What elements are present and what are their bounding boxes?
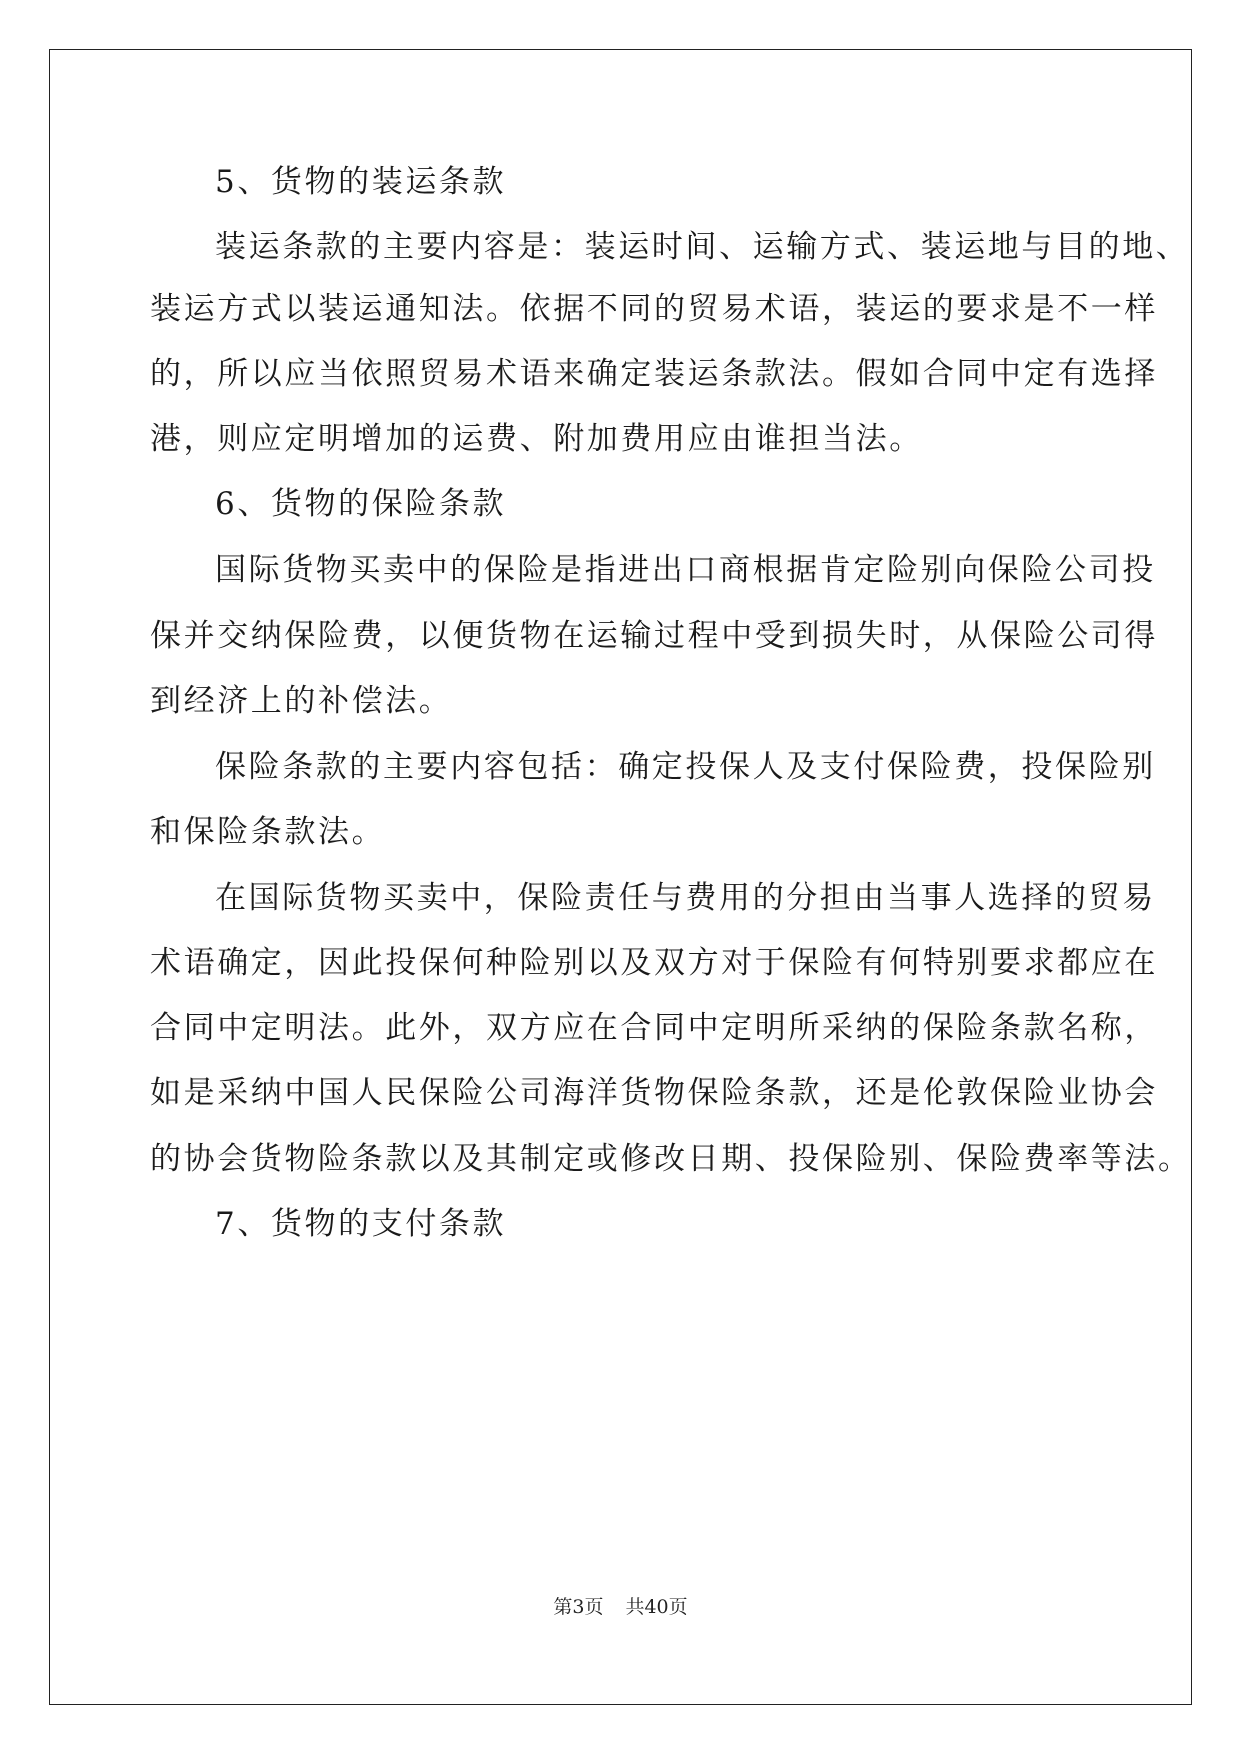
page-count: 共40页: [625, 1596, 688, 1618]
text-line: 装运方式以装运通知法。依据不同的贸易术语，装运的要求是不一样: [150, 291, 1158, 327]
text-line: 保并交纳保险费，以便货物在运输过程中受到损失时，从保险公司得: [150, 618, 1158, 654]
page-number: 第3页: [553, 1596, 604, 1618]
text-line: 保险条款的主要内容包括：确定投保人及支付保险费，投保险别: [215, 749, 1156, 785]
text-line: 在国际货物买卖中，保险责任与费用的分担由当事人选择的贸易: [215, 880, 1156, 916]
text-line: 5、货物的装运条款: [215, 164, 507, 200]
text-line: 的协会货物险条款以及其制定或修改日期、投保险别、保险费率等法。: [150, 1141, 1192, 1177]
text-line: 装运条款的主要内容是：装运时间、运输方式、装运地与目的地、: [215, 229, 1190, 265]
text-line: 国际货物买卖中的保险是指进出口商根据肯定险别向保险公司投: [215, 552, 1156, 588]
text-line: 合同中定明法。此外，双方应在合同中定明所采纳的保险条款名称，: [150, 1010, 1158, 1046]
text-line: 的，所以应当依照贸易术语来确定装运条款法。假如合同中定有选择: [150, 356, 1158, 392]
text-line: 港，则应定明增加的运费、附加费用应由谁担当法。: [150, 421, 923, 457]
text-line: 7、货物的支付条款: [215, 1206, 507, 1242]
text-line: 和保险条款法。: [150, 814, 386, 850]
text-line: 如是采纳中国人民保险公司海洋货物保险条款，还是伦敦保险业协会: [150, 1075, 1158, 1111]
text-line: 术语确定，因此投保何种险别以及双方对于保险有何特别要求都应在: [150, 945, 1158, 981]
text-line: 到经济上的补偿法。: [150, 683, 453, 719]
page-footer: [0, 1592, 1241, 1619]
text-line: 6、货物的保险条款: [215, 486, 507, 522]
